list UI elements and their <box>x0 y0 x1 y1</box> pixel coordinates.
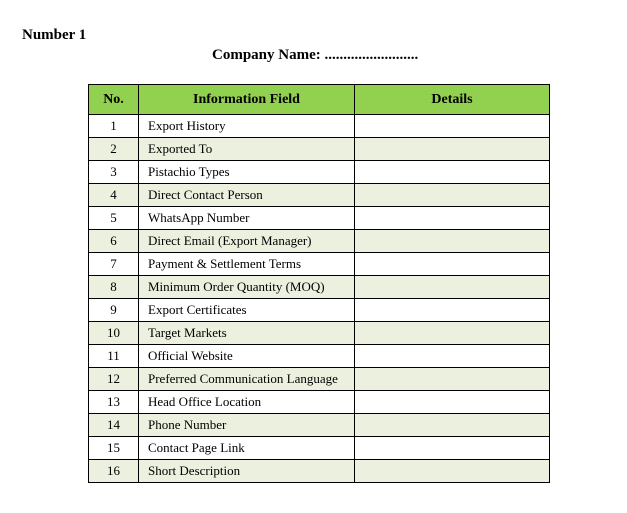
row-details-cell[interactable] <box>355 437 550 460</box>
row-number: 2 <box>89 138 139 161</box>
table-row <box>89 230 550 253</box>
table-body <box>89 115 550 483</box>
table-row <box>89 345 550 368</box>
row-number: 8 <box>89 276 139 299</box>
row-field: Export Certificates <box>139 299 355 322</box>
row-number: 12 <box>89 368 139 391</box>
row-number: 3 <box>89 161 139 184</box>
table-row <box>89 368 550 391</box>
row-details-cell[interactable] <box>355 345 550 368</box>
row-details-cell[interactable] <box>355 207 550 230</box>
row-number: 4 <box>89 184 139 207</box>
information-table <box>88 84 550 483</box>
table-row <box>89 207 550 230</box>
header-information-field: Information Field <box>139 85 355 115</box>
table-header <box>89 85 550 115</box>
row-field: Minimum Order Quantity (MOQ) <box>139 276 355 299</box>
row-number: 5 <box>89 207 139 230</box>
header-row <box>89 85 550 115</box>
company-name-line: Company Name: ......................... <box>212 47 419 63</box>
table-row <box>89 253 550 276</box>
row-field: Short Description <box>139 460 355 483</box>
row-field: Preferred Communication Language <box>139 368 355 391</box>
row-details-cell[interactable] <box>355 138 550 161</box>
row-field: Head Office Location <box>139 391 355 414</box>
row-details-cell[interactable] <box>355 230 550 253</box>
row-field: Payment & Settlement Terms <box>139 253 355 276</box>
table-row <box>89 299 550 322</box>
row-number: 7 <box>89 253 139 276</box>
row-field: Direct Email (Export Manager) <box>139 230 355 253</box>
table-row <box>89 391 550 414</box>
row-details-cell[interactable] <box>355 253 550 276</box>
table-row <box>89 115 550 138</box>
table-row <box>89 414 550 437</box>
row-field: Exported To <box>139 138 355 161</box>
table-row <box>89 184 550 207</box>
table-row <box>89 276 550 299</box>
row-field: Export History <box>139 115 355 138</box>
row-number: 14 <box>89 414 139 437</box>
row-field: Contact Page Link <box>139 437 355 460</box>
row-number: 13 <box>89 391 139 414</box>
row-number: 11 <box>89 345 139 368</box>
document-heading: Number 1 <box>22 27 87 43</box>
row-number: 10 <box>89 322 139 345</box>
row-details-cell[interactable] <box>355 184 550 207</box>
row-details-cell[interactable] <box>355 414 550 437</box>
row-details-cell[interactable] <box>355 322 550 345</box>
table-row <box>89 460 550 483</box>
row-details-cell[interactable] <box>355 391 550 414</box>
table-row <box>89 437 550 460</box>
table-row <box>89 138 550 161</box>
row-details-cell[interactable] <box>355 299 550 322</box>
row-number: 1 <box>89 115 139 138</box>
row-number: 9 <box>89 299 139 322</box>
header-details: Details <box>355 85 550 115</box>
row-details-cell[interactable] <box>355 115 550 138</box>
table-row <box>89 322 550 345</box>
row-number: 15 <box>89 437 139 460</box>
row-field: Pistachio Types <box>139 161 355 184</box>
row-number: 6 <box>89 230 139 253</box>
row-details-cell[interactable] <box>355 161 550 184</box>
row-number: 16 <box>89 460 139 483</box>
header-no: No. <box>89 85 139 115</box>
row-details-cell[interactable] <box>355 460 550 483</box>
row-details-cell[interactable] <box>355 276 550 299</box>
row-field: Official Website <box>139 345 355 368</box>
row-field: Direct Contact Person <box>139 184 355 207</box>
row-field: Target Markets <box>139 322 355 345</box>
row-field: WhatsApp Number <box>139 207 355 230</box>
row-details-cell[interactable] <box>355 368 550 391</box>
table-row <box>89 161 550 184</box>
row-field: Phone Number <box>139 414 355 437</box>
